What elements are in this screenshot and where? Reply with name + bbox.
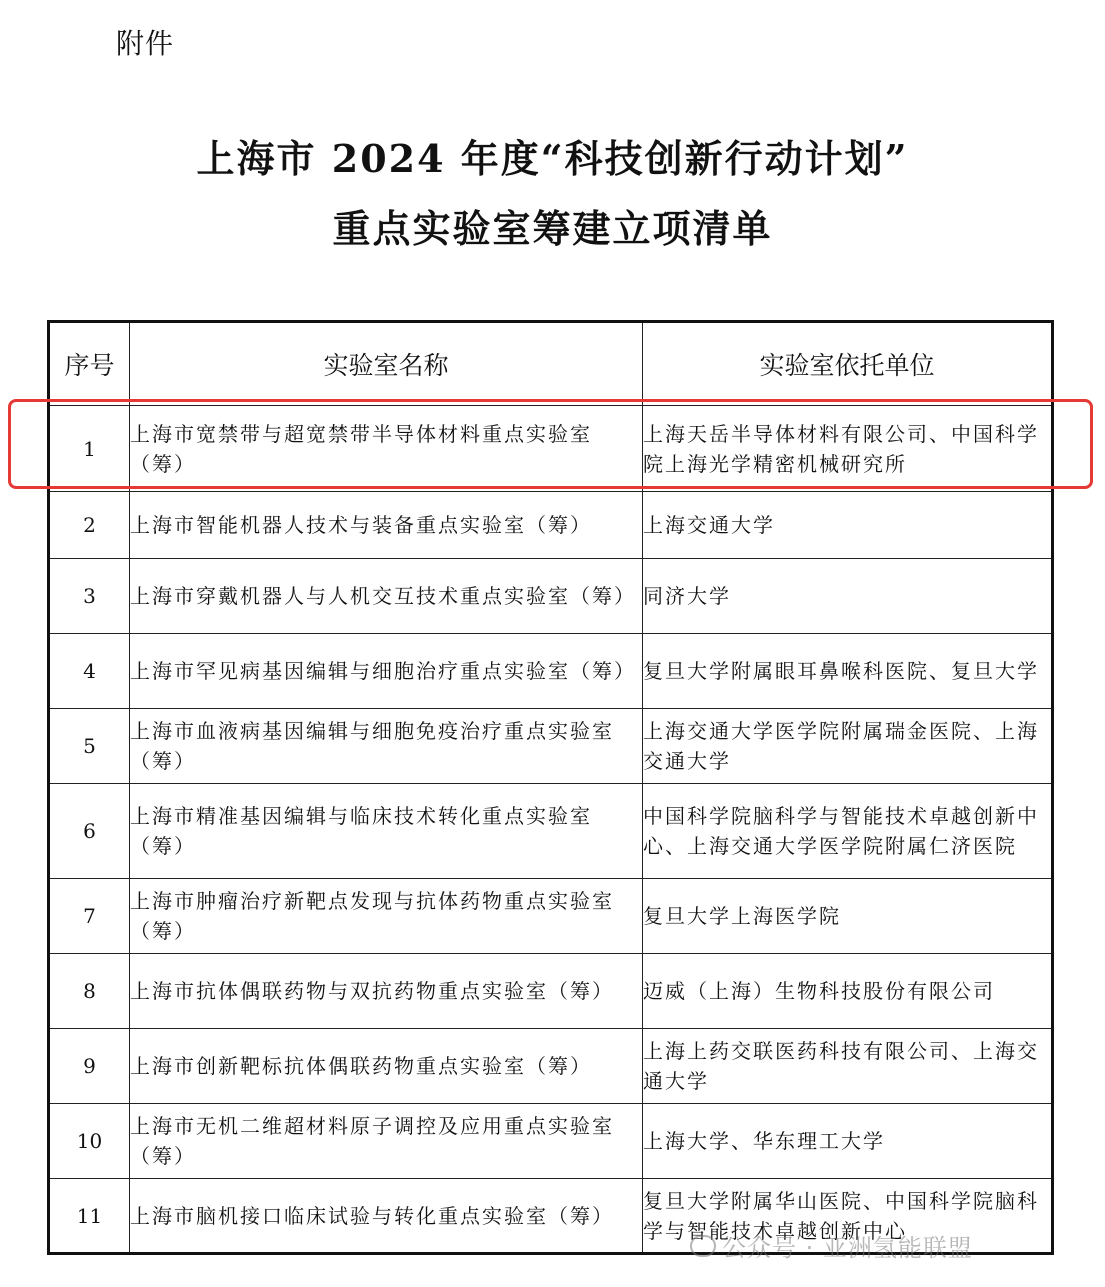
- host-unit: 上海交通大学医学院附属瑞金医院、上海交通大学: [643, 709, 1053, 784]
- host-unit: 复旦大学附属眼耳鼻喉科医院、复旦大学: [643, 634, 1053, 709]
- table-row: [49, 406, 1053, 492]
- lab-list-table: [47, 320, 1054, 1255]
- table-row: [49, 954, 1053, 1029]
- row-no: 1: [49, 406, 130, 492]
- row-no: 2: [49, 492, 130, 559]
- lab-name: 上海市抗体偶联药物与双抗药物重点实验室（筹）: [130, 954, 643, 1029]
- lab-name: 上海市肿瘤治疗新靶点发现与抗体药物重点实验室（筹）: [130, 879, 643, 954]
- host-unit: 同济大学: [643, 559, 1053, 634]
- lab-name: 上海市血液病基因编辑与细胞免疫治疗重点实验室（筹）: [130, 709, 643, 784]
- host-unit: 中国科学院脑科学与智能技术卓越创新中心、上海交通大学医学院附属仁济医院: [643, 784, 1053, 879]
- table-header-row: [49, 322, 1053, 406]
- watermark: [690, 1228, 973, 1263]
- row-no: 3: [49, 559, 130, 634]
- row-no: 7: [49, 879, 130, 954]
- attachment-label: 附件: [116, 27, 175, 60]
- row-no: 6: [49, 784, 130, 879]
- lab-name: 上海市无机二维超材料原子调控及应用重点实验室（筹）: [130, 1104, 643, 1179]
- row-no: 8: [49, 954, 130, 1029]
- row-no: 9: [49, 1029, 130, 1104]
- column-header-no: 序号: [49, 322, 130, 406]
- host-unit: 迈威（上海）生物科技股份有限公司: [643, 954, 1053, 1029]
- host-unit: 上海交通大学: [643, 492, 1053, 559]
- table-row: [49, 709, 1053, 784]
- host-unit: 复旦大学上海医学院: [643, 879, 1053, 954]
- table-row: [49, 492, 1053, 559]
- column-header-unit: 实验室依托单位: [643, 322, 1053, 406]
- watermark-text: 公众号 · 亚洲氢能联盟: [722, 1234, 973, 1262]
- lab-name: 上海市创新靶标抗体偶联药物重点实验室（筹）: [130, 1029, 643, 1104]
- page-title-line1: 上海市 2024 年度“科技创新行动计划”: [196, 136, 909, 181]
- host-unit: 复旦大学附属华山医院、中国科学院脑科学与智能技术卓越创新中心: [643, 1179, 1053, 1254]
- host-unit: 上海上药交联医药科技有限公司、上海交通大学: [643, 1029, 1053, 1104]
- lab-name: 上海市智能机器人技术与装备重点实验室（筹）: [130, 492, 643, 559]
- host-unit: 上海天岳半导体材料有限公司、中国科学院上海光学精密机械研究所: [643, 406, 1053, 492]
- wechat-icon: [690, 1235, 716, 1257]
- table-row: [49, 879, 1053, 954]
- page-title-line2: 重点实验室筹建立项清单: [332, 206, 773, 251]
- table-row: [49, 559, 1053, 634]
- row-no: 5: [49, 709, 130, 784]
- column-header-name: 实验室名称: [130, 322, 643, 406]
- row-no: 10: [49, 1104, 130, 1179]
- host-unit: 上海大学、华东理工大学: [643, 1104, 1053, 1179]
- lab-name: 上海市穿戴机器人与人机交互技术重点实验室（筹）: [130, 559, 643, 634]
- table-row: [49, 784, 1053, 879]
- lab-name: 上海市脑机接口临床试验与转化重点实验室（筹）: [130, 1179, 643, 1254]
- row-no: 11: [49, 1179, 130, 1254]
- lab-name: 上海市罕见病基因编辑与细胞治疗重点实验室（筹）: [130, 634, 643, 709]
- lab-name: 上海市精准基因编辑与临床技术转化重点实验室（筹）: [130, 784, 643, 879]
- lab-name: 上海市宽禁带与超宽禁带半导体材料重点实验室（筹）: [130, 406, 643, 492]
- row-no: 4: [49, 634, 130, 709]
- table-row: [49, 1029, 1053, 1104]
- table-row: [49, 1104, 1053, 1179]
- table-row: [49, 634, 1053, 709]
